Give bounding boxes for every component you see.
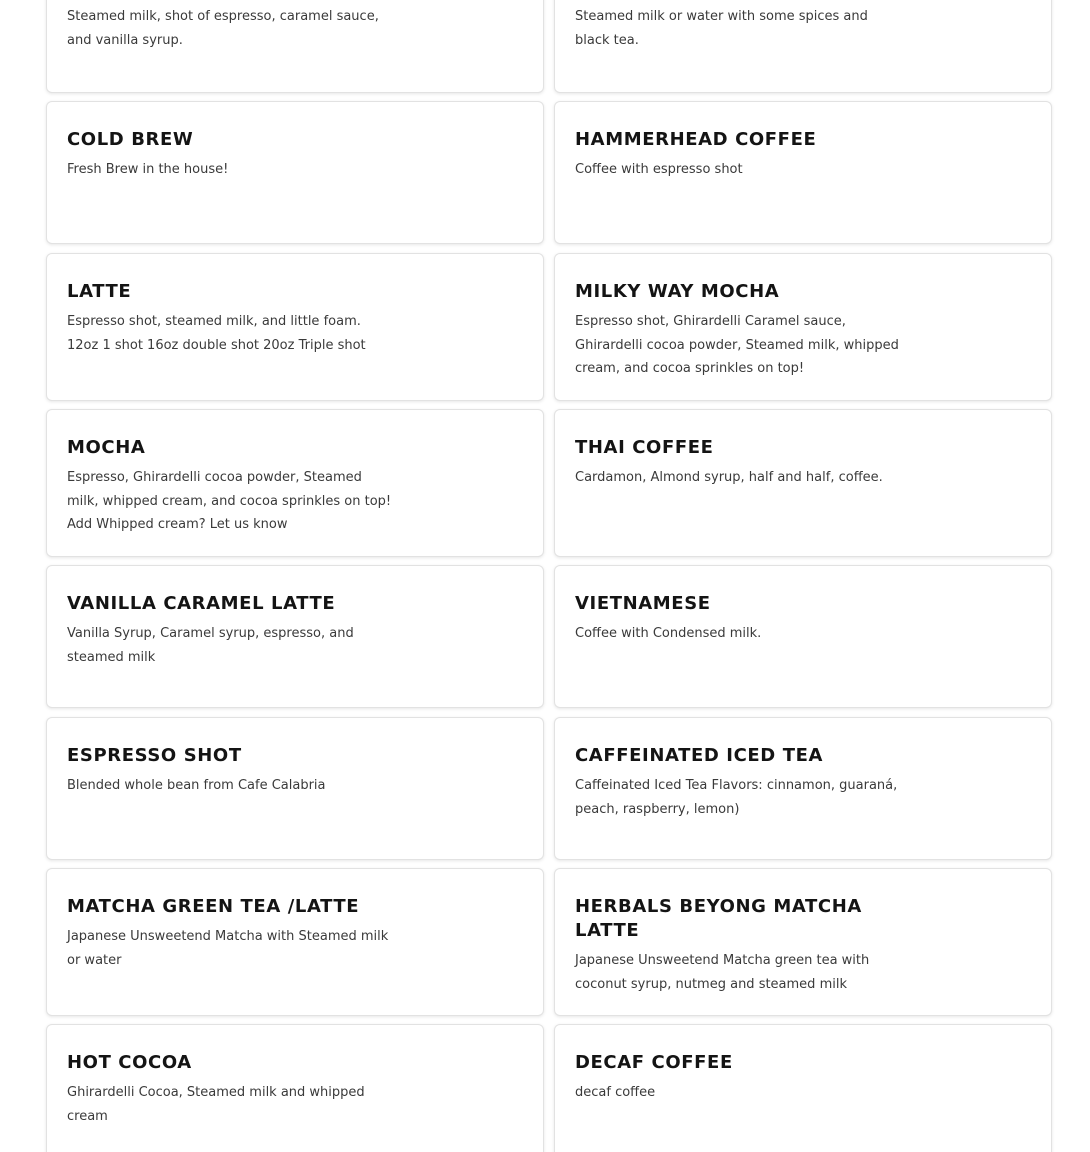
menu-item-description: Ghirardelli Cocoa, Steamed milk and whipped cream (67, 1085, 365, 1124)
menu-item-name: COLD BREW (67, 129, 194, 150)
menu-item-description: decaf coffee (575, 1085, 656, 1100)
menu-item-card-mocha[interactable] (46, 409, 544, 557)
menu-item-name: MILKY WAY MOCHA (575, 281, 780, 302)
menu-item-card-hammerhead-coffee[interactable] (554, 101, 1052, 244)
menu-item-card-vanilla-caramel-latte[interactable] (46, 565, 544, 708)
menu-item-card[interactable] (46, 0, 544, 93)
menu-item-card[interactable] (554, 0, 1052, 93)
menu-item-card-hot-cocoa[interactable] (46, 1024, 544, 1152)
menu-item-card-thai-coffee[interactable] (554, 409, 1052, 557)
menu-item-card-herbals-beyong-matcha-latte[interactable] (554, 868, 1052, 1016)
menu-item-name: CAFFEINATED ICED TEA (575, 745, 824, 766)
menu-item-description: Espresso, Ghirardelli cocoa powder, Steamed milk, whipped cream, and cocoa sprinkles on top! Add Whipped cream? Let us know (67, 470, 392, 533)
menu-item-name: ESPRESSO SHOT (67, 745, 242, 766)
menu-item-name: LATTE (67, 281, 132, 302)
menu-item-name: THAI COFFEE (575, 437, 714, 458)
menu-item-name: DECAF COFFEE (575, 1052, 733, 1073)
menu-item-description: Caffeinated Iced Tea Flavors: cinnamon, guaraná, peach, raspberry, lemon) (575, 778, 898, 817)
menu-item-description: Fresh Brew in the house! (67, 162, 229, 177)
menu-item-description: Coffee with espresso shot (575, 162, 743, 177)
menu-item-description: Japanese Unsweetend Matcha with Steamed milk or water (67, 929, 389, 968)
menu-item-description: Steamed milk or water with some spices and black tea. (575, 9, 868, 48)
menu-item-name: HOT COCOA (67, 1052, 192, 1073)
menu-item-description: Espresso shot, Ghirardelli Caramel sauce, Ghirardelli cocoa powder, Steamed milk, whipped cream, and cocoa sprinkles on top! (575, 314, 899, 377)
menu-item-name: HERBALS BEYONG MATCHA LATTE (575, 896, 862, 941)
menu-item-card-matcha-green-tea-latte[interactable] (46, 868, 544, 1016)
menu-item-card-caffeinated-iced-tea[interactable] (554, 717, 1052, 860)
menu-item-description: Japanese Unsweetend Matcha green tea with coconut syrup, nutmeg and steamed milk (575, 953, 870, 992)
menu-item-card-decaf-coffee[interactable] (554, 1024, 1052, 1152)
menu-item-description: Cardamon, Almond syrup, half and half, coffee. (575, 470, 883, 485)
menu-item-name: VIETNAMESE (575, 593, 711, 614)
menu-item-card-cold-brew[interactable] (46, 101, 544, 244)
menu-item-card-latte[interactable] (46, 253, 544, 401)
menu-item-description: Vanilla Syrup, Caramel syrup, espresso, and steamed milk (67, 626, 354, 665)
menu-item-name: MATCHA GREEN TEA /LATTE (67, 896, 360, 917)
menu-item-card-vietnamese[interactable] (554, 565, 1052, 708)
menu-item-description: Blended whole bean from Cafe Calabria (67, 778, 326, 793)
menu-item-name: HAMMERHEAD COFFEE (575, 129, 817, 150)
menu-item-card-espresso-shot[interactable] (46, 717, 544, 860)
menu-item-description: Steamed milk, shot of espresso, caramel sauce, and vanilla syrup. (67, 9, 379, 48)
menu-item-name: VANILLA CARAMEL LATTE (67, 593, 336, 614)
menu-item-card-milky-way-mocha[interactable] (554, 253, 1052, 401)
menu-item-name: MOCHA (67, 437, 146, 458)
menu-item-description: Coffee with Condensed milk. (575, 626, 762, 641)
menu-item-description: Espresso shot, steamed milk, and little foam. 12oz 1 shot 16oz double shot 20oz Triple shot (67, 314, 366, 353)
